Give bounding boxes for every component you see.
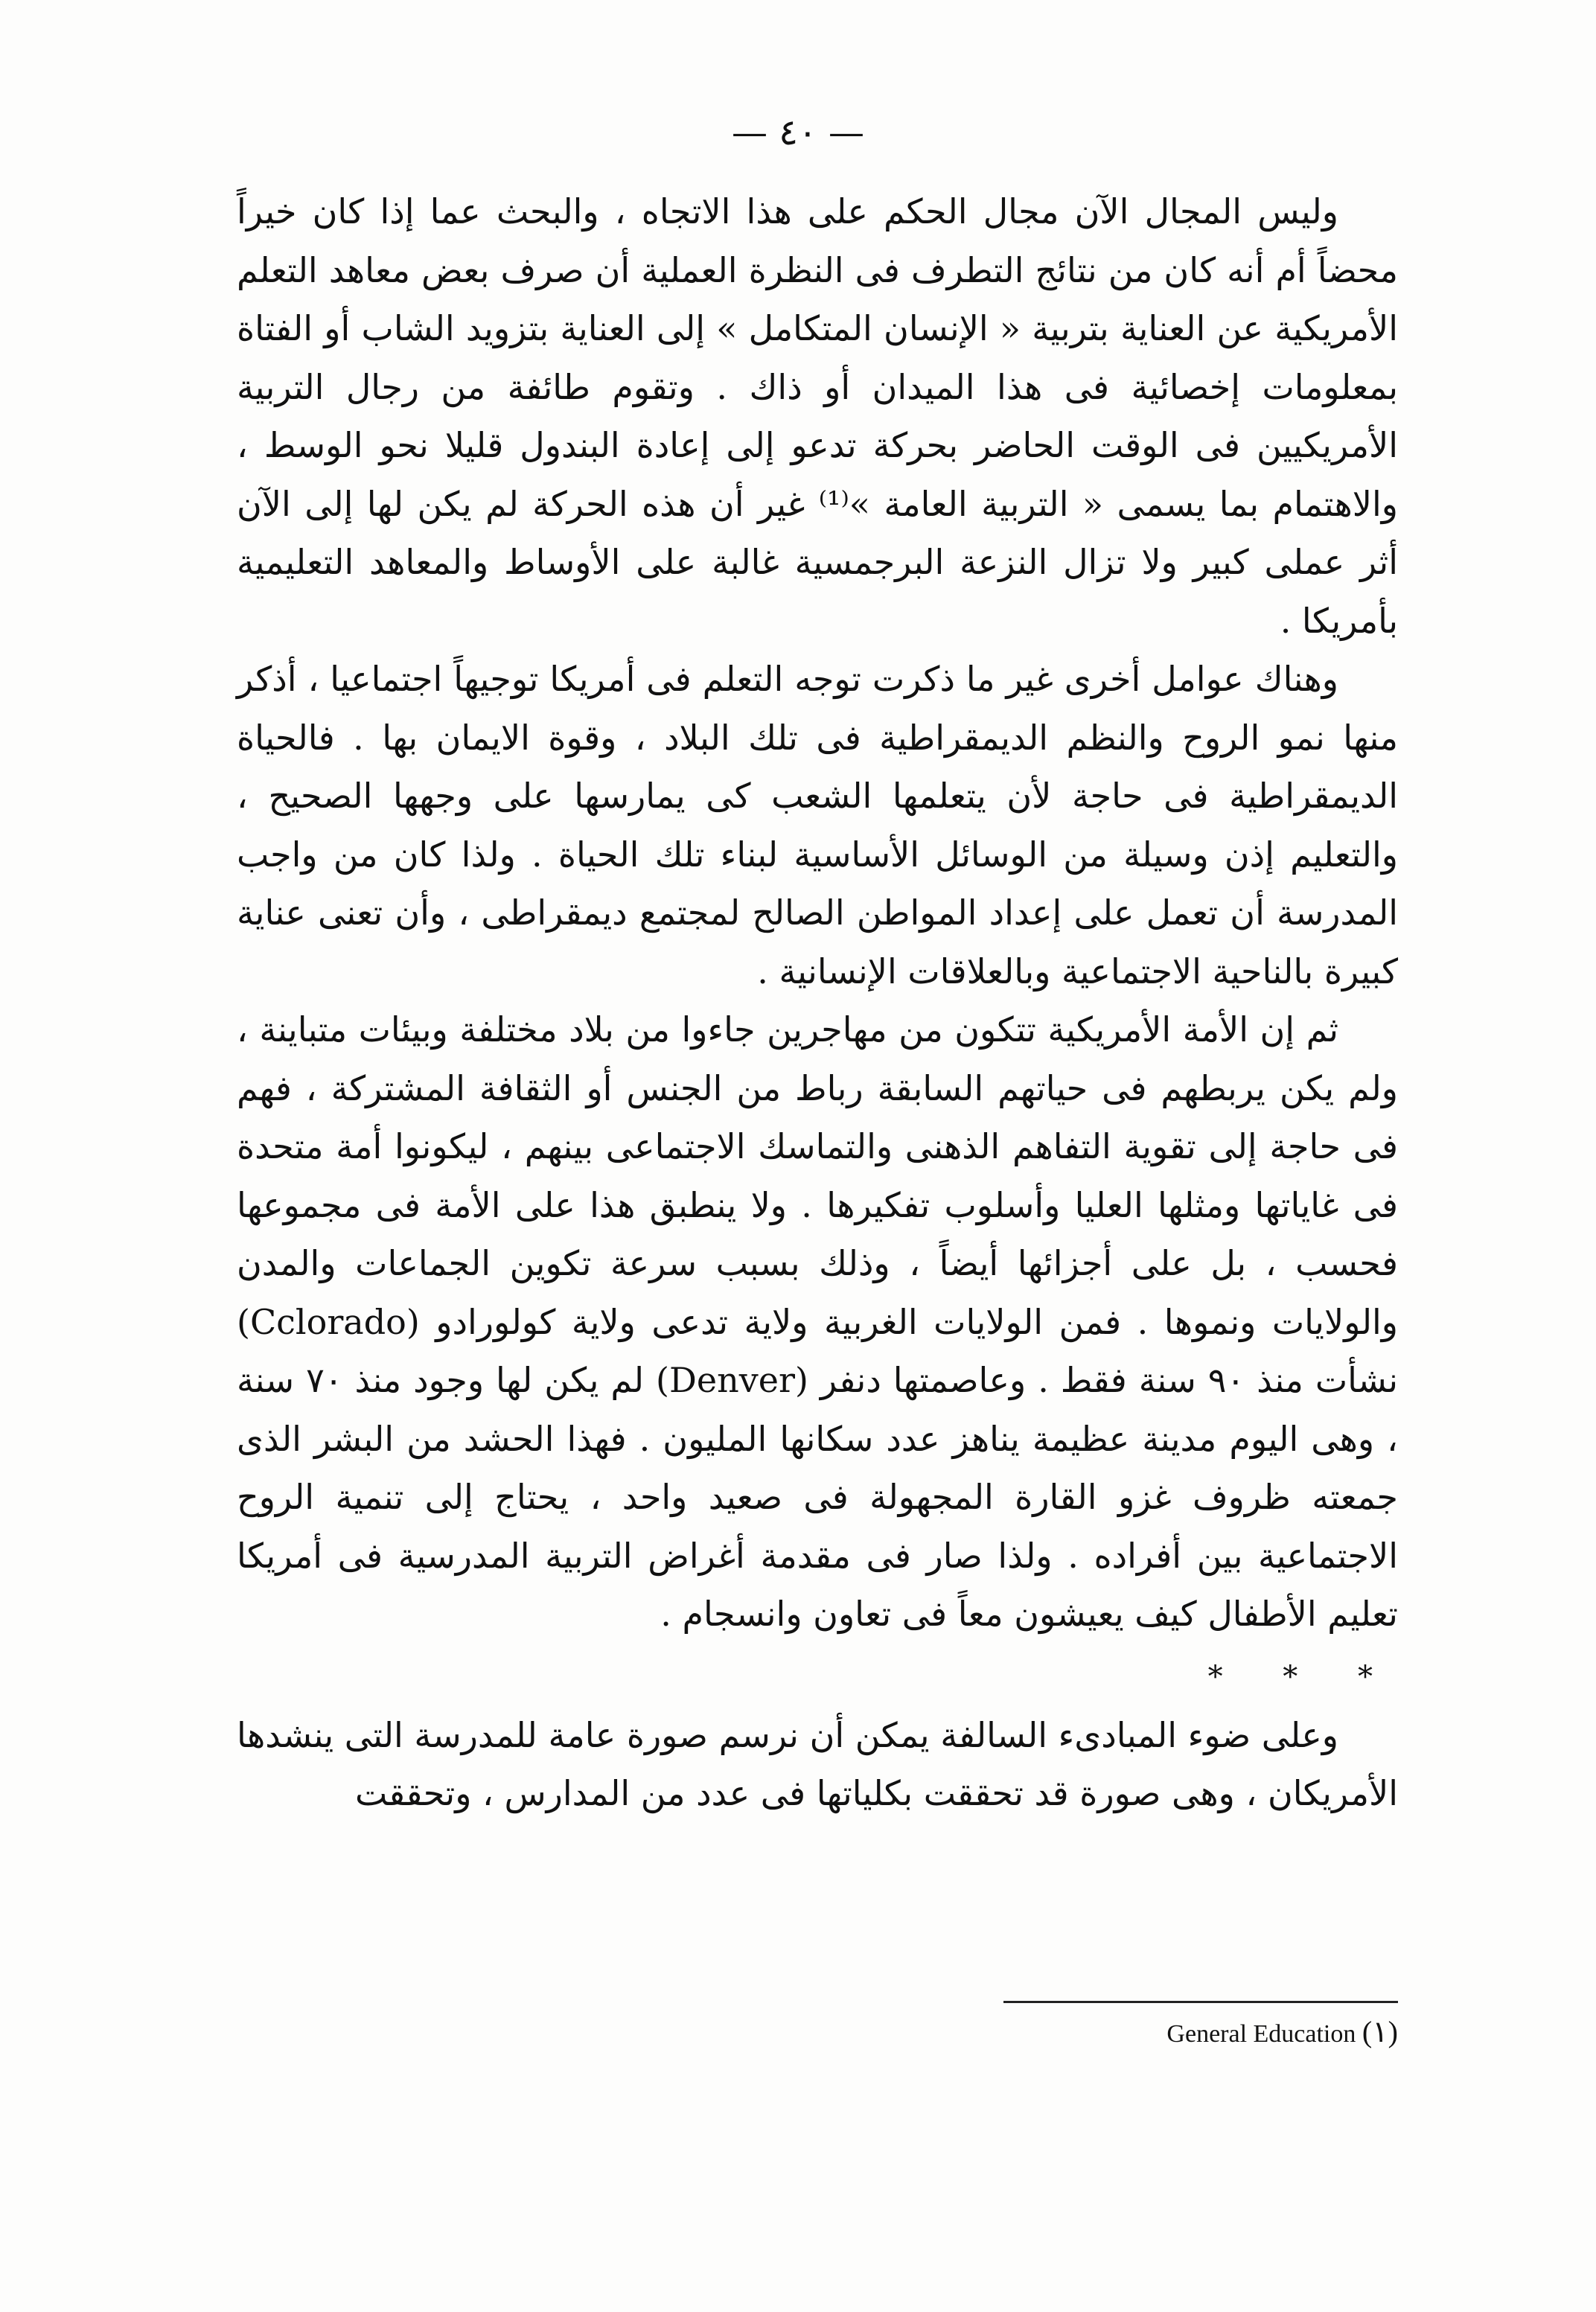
paragraph-3: ثم إن الأمة الأمريكية تتكون من مهاجرين جاءوا من بلاد مختلفة وبيئات متباينة ، ولم يكن يربطهم فى حياتهم السابقة رباط من الجنس أو الثقافة المشتركة ، فهم فى حاجة إلى تقوية التفاهم الذهنى والتماسك الاجتماعى بينهم ، ليكونوا أمة متحدة فى غاياتها ومثلها العليا وأسلوب تفكيرها . ولا ينطبق هذا على الأمة فى مجموعها فحسب ، بل على أجزائها أيضاً ، وذلك بسبب سرعة تكوين الجماعات والمدن والولايات ونموها . فمن الولايات الغربية ولاية تدعى ولاية كولورادو (Cclorado) نشأت منذ ٩٠ سنة فقط . وعاصمتها دنفر (Denver) لم يكن لها وجود منذ ٧٠ سنة ، وهى اليوم مدينة عظيمة يناهز عدد سكانها المليون . فهذا الحشد من البشر الذى جمعته ظروف غزو القارة المجهولة فى صعيد واحد ، يحتاج إلى تنمية الروح الاجتماعية بين أفراده . ولذا صار فى مقدمة أغراض التربية المدرسية فى أمريكا تعليم الأطفال كيف يعيشون معاً فى تعاون وانسجام . [237, 1009, 1398, 1634]
footnote-divider [1003, 2001, 1398, 2003]
paragraph-4: وعلى ضوء المبادىء السالفة يمكن أن نرسم صورة عامة للمدرسة التى ينشدها الأمريكان ، وهى صورة قد تحققت بكلياتها فى عدد من المدارس ، وتحققت [237, 1714, 1398, 1813]
footnote [1003, 2010, 1398, 2057]
footnote-marker: (١) [1362, 2015, 1398, 2048]
section-separator: * * * [1207, 1659, 1398, 1694]
body-text [237, 182, 1398, 1823]
page-number: — ٤٠ — [731, 112, 865, 153]
footnote-text: General Education [1166, 2020, 1356, 2048]
paragraph-2: وهناك عوامل أخرى غير ما ذكرت توجه التعلم فى أمريكا توجيهاً اجتماعيا ، أذكر منها نمو الروح والنظم الديمقراطية فى تلك البلاد ، وقوة الايمان بها . فالحياة الديمقراطية فى حاجة لأن يتعلمها الشعب كى يمارسها على وجهها الصحيح ، والتعليم إذن وسيلة من الوسائل الأساسية لبناء تلك الحياة . ولذا كان من واجب المدرسة أن تعمل على إعداد المواطن الصالح لمجتمع ديمقراطى ، وأن تعنى عناية كبيرة بالناحية الاجتماعية وبالعلاقات الإنسانية . [237, 659, 1398, 991]
paragraph-1: وليس المجال الآن مجال الحكم على هذا الاتجاه ، والبحث عما إذا كان خيراً محضاً أم أنه كان من نتائج التطرف فى النظرة العملية أن صرف بعض معاهد التعلم الأمريكية عن العناية بتربية « الإنسان المتكامل » إلى العناية بتزويد الشاب أو الفتاة بمعلومات إخصائية فى هذا الميدان أو ذاك . وتقوم طائفة من رجال التربية الأمريكيين فى الوقت الحاضر بحركة تدعو إلى إعادة البندول قليلا نحو الوسط ، والاهتمام بما يسمى « التربية العامة »⁽¹⁾ غير أن هذه الحركة لم يكن لها إلى الآن أثر عملى كبير ولا تزال النزعة البرجمسية غالبة على الأوساط والمعاهد التعليمية بأمريكا . [237, 191, 1398, 641]
